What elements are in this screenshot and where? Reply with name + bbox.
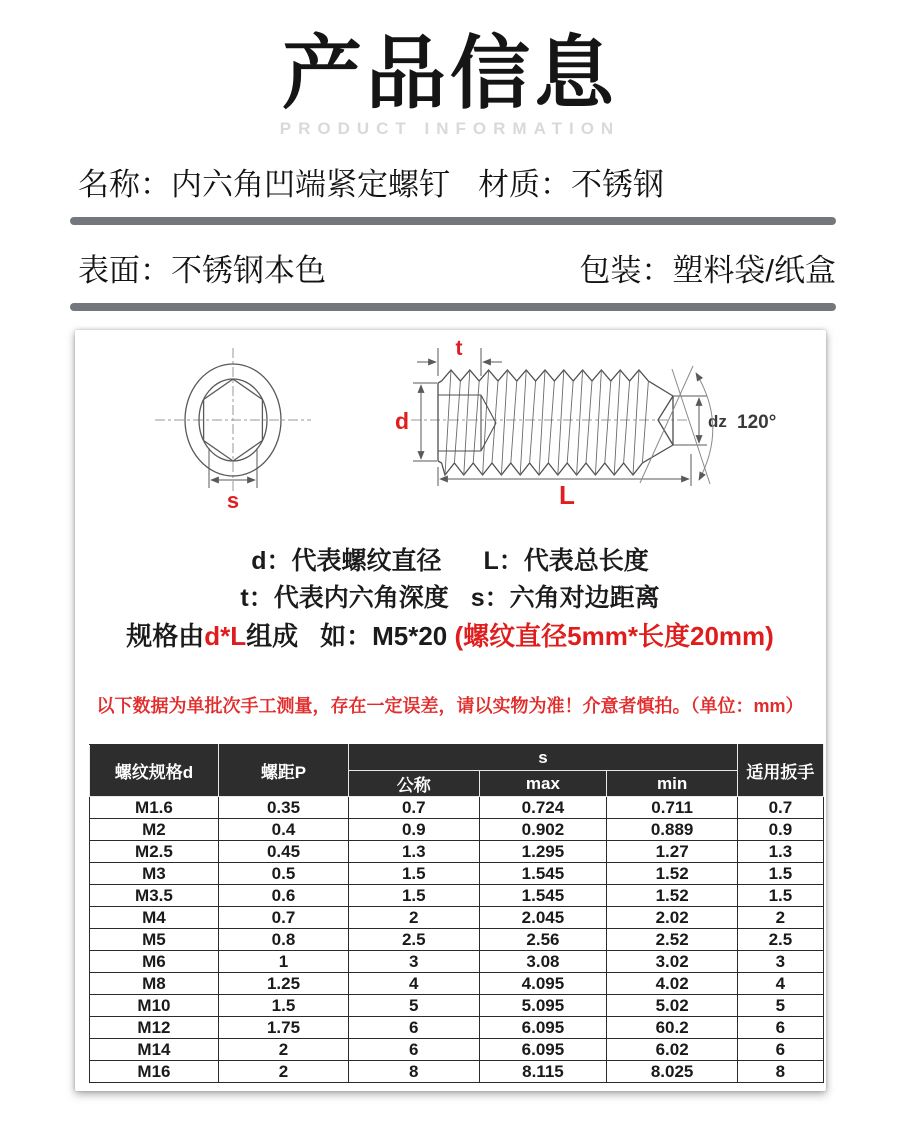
table-cell: 0.35 [219,797,348,819]
spec-rule-prefix: 规格由 [126,621,205,651]
table-cell: 6 [348,1039,479,1061]
col-header-nominal: 公称 [348,771,479,797]
table-cell: M3 [89,863,219,885]
table-cell: M4 [89,907,219,929]
table-cell: 4.095 [479,973,606,995]
table-cell: 6 [348,1017,479,1039]
table-cell: 0.6 [219,885,348,907]
table-cell: 5.02 [606,995,737,1017]
table-cell: M2 [89,819,219,841]
table-cell: 1.5 [219,995,348,1017]
table-cell: 2.5 [348,929,479,951]
screw-technical-drawing [75,336,825,539]
table-cell: M2.5 [89,841,219,863]
table-cell: M6 [89,951,219,973]
table-cell: 0.724 [479,797,606,819]
spec-example: 如：M5*20 [320,621,448,651]
table-cell: 60.2 [606,1017,737,1039]
spec-card [75,330,826,1091]
legend-line-3 [75,621,826,652]
table-cell: 1.5 [738,885,823,907]
col-header-s-group: s [348,745,738,771]
table-row [89,819,823,841]
table-cell: 2 [219,1039,348,1061]
table-cell: 3.02 [606,951,737,973]
packaging-pair [579,245,836,290]
angle-construction [640,366,713,484]
table-cell: 6 [738,1017,823,1039]
table-cell: 0.7 [348,797,479,819]
thread-crest-line [614,370,620,475]
page-subtitle: PRODUCT INFORMATION [279,119,621,138]
table-cell: M12 [89,1017,219,1039]
spec-table-header [89,745,823,797]
table-cell: 6.095 [479,1017,606,1039]
table-cell: 6.02 [606,1039,737,1061]
table-cell: 1.52 [606,885,737,907]
info-row-surface-packaging [0,245,900,290]
table-cell: M1.6 [89,797,219,819]
table-cell: 1.545 [479,863,606,885]
table-cell: 3.08 [479,951,606,973]
table-row [89,995,823,1017]
name-pair [78,159,450,204]
legend-s: s：六角对边距离 [470,584,660,612]
table-cell: 2.5 [738,929,823,951]
table-cell: 4.02 [606,973,737,995]
table-cell: 2.02 [606,907,737,929]
material-value: 不锈钢 [571,167,664,202]
table-cell: 0.889 [606,819,737,841]
thread-crest-line [548,381,554,463]
material-label: 材质： [478,167,571,202]
table-cell: 5 [738,995,823,1017]
table-row [89,1039,823,1061]
col-header-pitch: 螺距P [219,745,348,797]
table-cell: M8 [89,973,219,995]
table-cell: 1.3 [738,841,823,863]
spec-table [89,744,824,1083]
d-dimension-label: d [394,408,409,434]
table-cell: 5 [348,995,479,1017]
table-cell: 2.56 [479,929,606,951]
table-row [89,841,823,863]
table-cell: 2 [219,1061,348,1083]
legend-l: L：代表总长度 [483,547,649,575]
thread-crest-line [633,370,639,475]
table-cell: 0.9 [738,819,823,841]
thread-crest-line [511,381,517,463]
thread-crest-line [501,370,507,475]
col-header-thread-spec: 螺纹规格d [89,745,219,797]
table-cell: 0.902 [479,819,606,841]
table-cell: 0.7 [219,907,348,929]
table-cell: 2 [738,907,823,929]
legend-line-1 [75,546,826,576]
dz-dimension-label: dz [708,412,727,431]
table-cell: 8 [348,1061,479,1083]
table-row [89,1017,823,1039]
legend-d: d：代表螺纹直径 [251,547,442,575]
table-cell: 3 [348,951,479,973]
thread-crest-line [483,370,489,475]
legend-t: t：代表内六角深度 [240,584,449,612]
table-cell: 6 [738,1039,823,1061]
packaging-value: 塑料袋/纸盒 [672,253,836,288]
thread-crest-line [558,370,564,475]
table-cell: 0.5 [219,863,348,885]
table-cell: 1.25 [219,973,348,995]
table-cell: 1 [219,951,348,973]
name-label: 名称： [78,167,171,202]
thread-crest-line [624,381,630,463]
d-dimension [413,383,437,461]
angle-label: 120° [737,412,777,433]
table-row [89,973,823,995]
thread-crest-line [586,381,592,463]
table-cell: 1.5 [348,863,479,885]
table-cell: 2 [348,907,479,929]
table-cell: 0.4 [219,819,348,841]
table-row [89,929,823,951]
table-cell: 1.545 [479,885,606,907]
table-row [89,1061,823,1083]
table-cell: 1.27 [606,841,737,863]
table-cell: 1.5 [738,863,823,885]
table-cell: M16 [89,1061,219,1083]
col-header-min: min [606,771,737,797]
end-view [155,348,311,494]
thread-crest-line [577,370,583,475]
surface-value: 不锈钢本色 [171,253,326,288]
col-header-wrench: 适用扳手 [738,745,823,797]
material-pair [478,159,664,204]
thread-lines [445,370,648,475]
table-cell: 0.45 [219,841,348,863]
page-title: 产品信息 [282,29,618,118]
table-cell: 1.75 [219,1017,348,1039]
spec-rule-suffix: 组成 [246,621,299,651]
divider-bar [70,217,836,225]
measurement-disclaimer: 以下数据为单批次手工测量，存在一定误差，请以实物为准！介意者慎拍。（单位：mm） [96,696,804,717]
l-dimension-label: L [559,480,575,510]
table-cell: 1.295 [479,841,606,863]
table-cell: 2.045 [479,907,606,929]
table-cell: 3 [738,951,823,973]
table-cell: M5 [89,929,219,951]
table-cell: 8 [738,1061,823,1083]
table-cell: 0.711 [606,797,737,819]
table-row [89,907,823,929]
table-cell: 8.025 [606,1061,737,1083]
col-header-max: max [479,771,606,797]
table-cell: M10 [89,995,219,1017]
table-cell: 6.095 [479,1039,606,1061]
table-row [89,951,823,973]
info-row-name-material [0,159,900,204]
thread-crest-line [605,381,611,463]
table-cell: 4 [348,973,479,995]
table-cell: 1.3 [348,841,479,863]
name-value: 内六角凹端紧定螺钉 [171,167,450,202]
table-cell: 1.5 [348,885,479,907]
surface-label: 表面： [78,253,171,288]
spec-rule-formula: d*L [204,621,247,651]
packaging-label: 包装： [579,253,673,288]
table-cell: 0.7 [738,797,823,819]
thread-crest-line [530,381,536,463]
table-cell: M3.5 [89,885,219,907]
t-dimension-label: t [455,337,463,360]
spec-example-explanation: (螺纹直径5mm*长度20mm) [454,621,774,651]
thread-crest-line [642,381,648,463]
table-row [89,863,823,885]
table-cell: 0.9 [348,819,479,841]
s-dimension-label: s [226,488,240,513]
thread-crest-line [539,370,545,475]
table-cell: M14 [89,1039,219,1061]
legend-line-2 [75,583,826,613]
thread-crest-line [520,370,526,475]
spec-table-body [89,797,823,1083]
table-cell: 0.8 [219,929,348,951]
table-cell: 8.115 [479,1061,606,1083]
thread-crest-line [567,381,573,463]
table-row [89,797,823,819]
table-cell: 5.095 [479,995,606,1017]
divider-bar [70,303,836,311]
surface-pair [78,245,326,290]
thread-crest-line [445,370,451,475]
thread-crest-line [464,370,470,475]
table-row [89,885,823,907]
table-cell: 2.52 [606,929,737,951]
thread-crest-line [595,370,601,475]
table-cell: 4 [738,973,823,995]
table-cell: 1.52 [606,863,737,885]
